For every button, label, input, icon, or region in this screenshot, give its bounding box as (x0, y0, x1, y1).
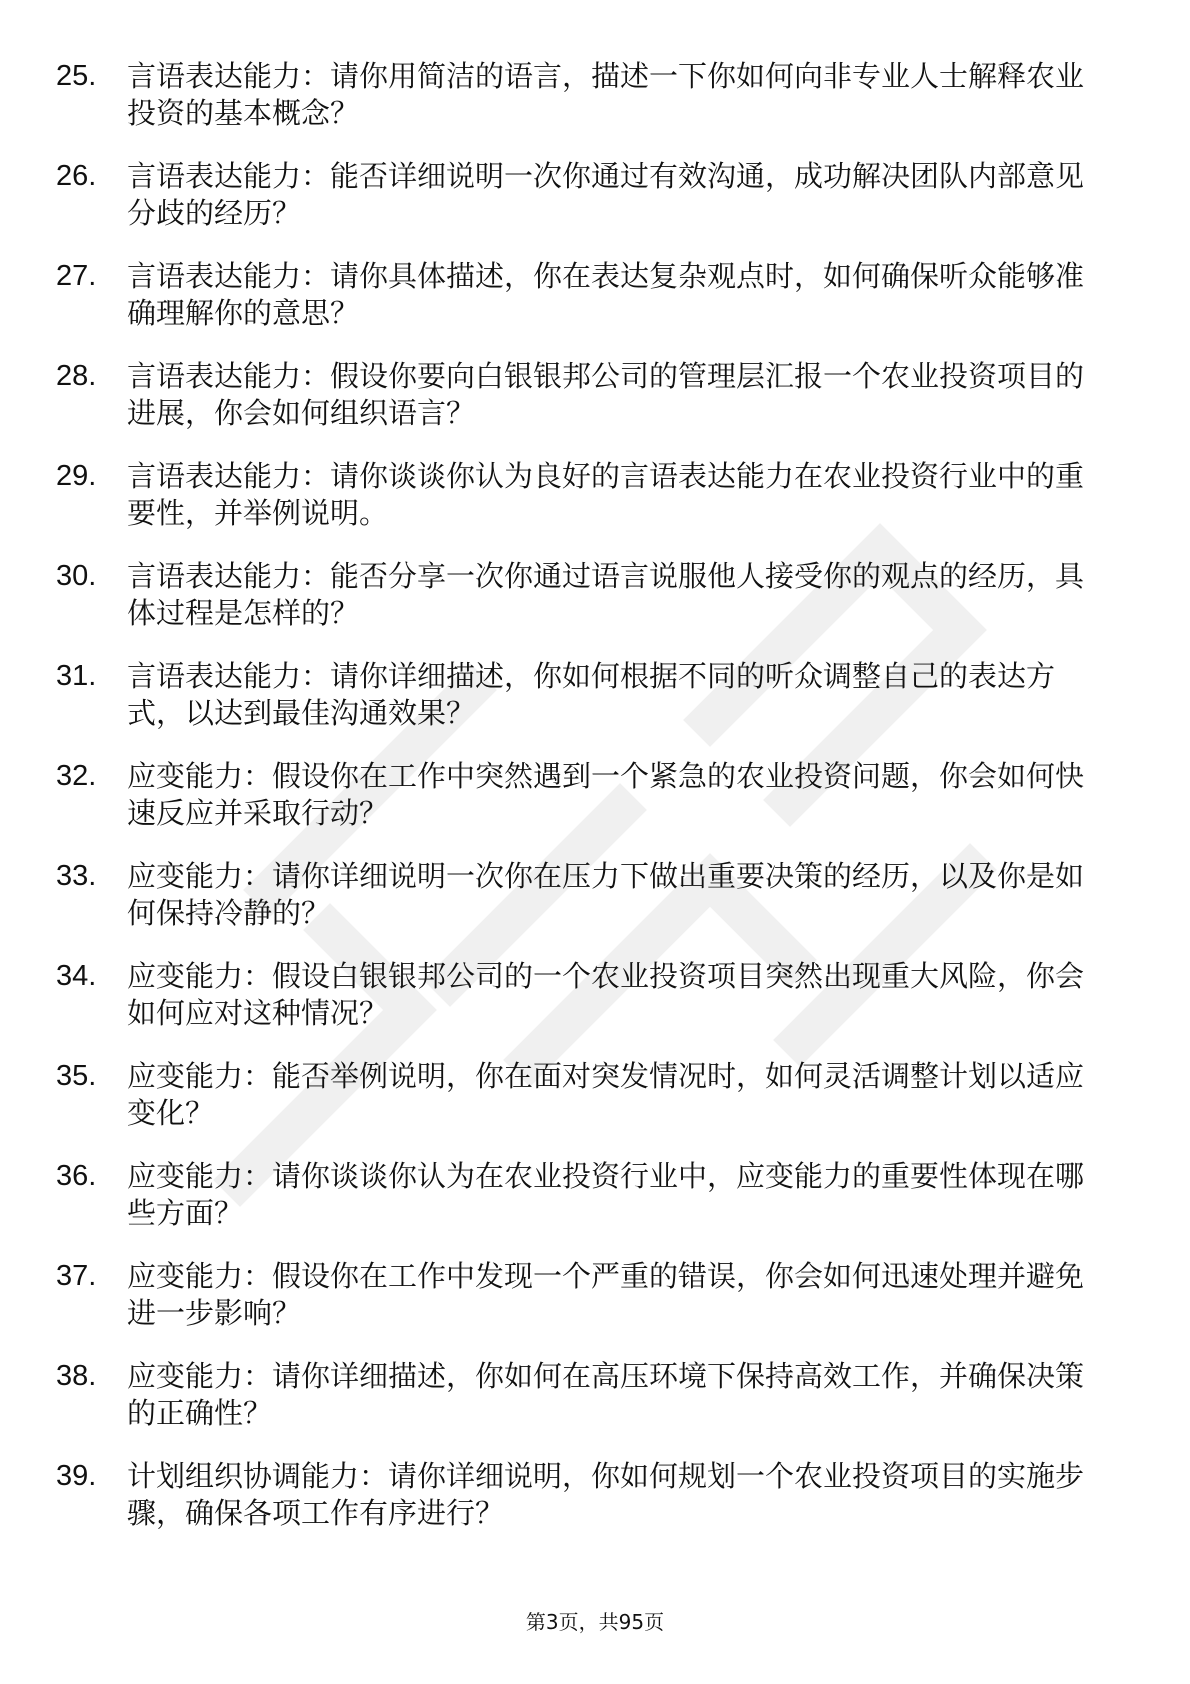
question-text: 言语表达能力：请你用简洁的语言，描述一下你如何向非专业人士解释农业投资的基本概念？ (127, 59, 1085, 130)
list-item (0, 1244, 1190, 1344)
question-text: 应变能力：请你详细说明一次你在压力下做出重要决策的经历，以及你是如何保持冷静的？ (127, 859, 1085, 930)
question-text: 计划组织协调能力：请你详细说明，你如何规划一个农业投资项目的实施步骤，确保各项工作有序进行？ (127, 1459, 1085, 1530)
question-text: 应变能力：能否举例说明，你在面对突发情况时，如何灵活调整计划以适应变化？ (127, 1059, 1085, 1130)
question-number: 36. (56, 1160, 97, 1192)
question-number: 34. (56, 960, 97, 992)
question-text: 应变能力：假设白银银邦公司的一个农业投资项目突然出现重大风险，你会如何应对这种情况？ (127, 959, 1085, 1030)
question-text: 应变能力：请你谈谈你认为在农业投资行业中，应变能力的重要性体现在哪些方面？ (127, 1159, 1085, 1230)
question-number: 29. (56, 460, 97, 492)
question-text: 言语表达能力：能否分享一次你通过语言说服他人接受你的观点的经历，具体过程是怎样的？ (127, 559, 1085, 630)
question-text: 言语表达能力：能否详细说明一次你通过有效沟通，成功解决团队内部意见分歧的经历？ (127, 159, 1085, 230)
question-number: 30. (56, 560, 97, 592)
list-item (0, 1144, 1190, 1244)
question-number: 32. (56, 760, 97, 792)
list-item (0, 1444, 1190, 1544)
list-item (0, 44, 1190, 144)
question-number: 39. (56, 1460, 97, 1492)
question-number: 26. (56, 160, 97, 192)
question-text: 应变能力：假设你在工作中发现一个严重的错误，你会如何迅速处理并避免进一步影响？ (127, 1259, 1085, 1330)
list-item (0, 444, 1190, 544)
list-item (0, 644, 1190, 744)
question-text: 言语表达能力：请你谈谈你认为良好的言语表达能力在农业投资行业中的重要性，并举例说明。 (127, 459, 1085, 530)
list-item (0, 844, 1190, 944)
question-text: 应变能力：假设你在工作中突然遇到一个紧急的农业投资问题，你会如何快速反应并采取行动？ (127, 759, 1085, 830)
question-number: 37. (56, 1260, 97, 1292)
list-item (0, 1344, 1190, 1444)
page-footer: 第3页，共95页 (525, 1610, 665, 1634)
question-number: 35. (56, 1060, 97, 1092)
question-number: 31. (56, 660, 97, 692)
question-text: 言语表达能力：请你详细描述，你如何根据不同的听众调整自己的表达方式，以达到最佳沟通效果？ (127, 659, 1056, 730)
list-item (0, 144, 1190, 244)
list-item (0, 744, 1190, 844)
list-item (0, 244, 1190, 344)
question-number: 27. (56, 260, 97, 292)
list-item (0, 544, 1190, 644)
question-text: 言语表达能力：请你具体描述，你在表达复杂观点时，如何确保听众能够准确理解你的意思？ (127, 259, 1085, 330)
question-number: 33. (56, 860, 97, 892)
question-number: 38. (56, 1360, 97, 1392)
list-item (0, 1044, 1190, 1144)
list-item (0, 344, 1190, 444)
question-text: 言语表达能力：假设你要向白银银邦公司的管理层汇报一个农业投资项目的进展，你会如何组织语言？ (127, 359, 1085, 430)
question-number: 25. (56, 60, 97, 92)
question-number: 28. (56, 360, 97, 392)
question-text: 应变能力：请你详细描述，你如何在高压环境下保持高效工作，并确保决策的正确性？ (127, 1359, 1085, 1430)
list-item (0, 944, 1190, 1044)
question-list (0, 44, 1190, 1544)
